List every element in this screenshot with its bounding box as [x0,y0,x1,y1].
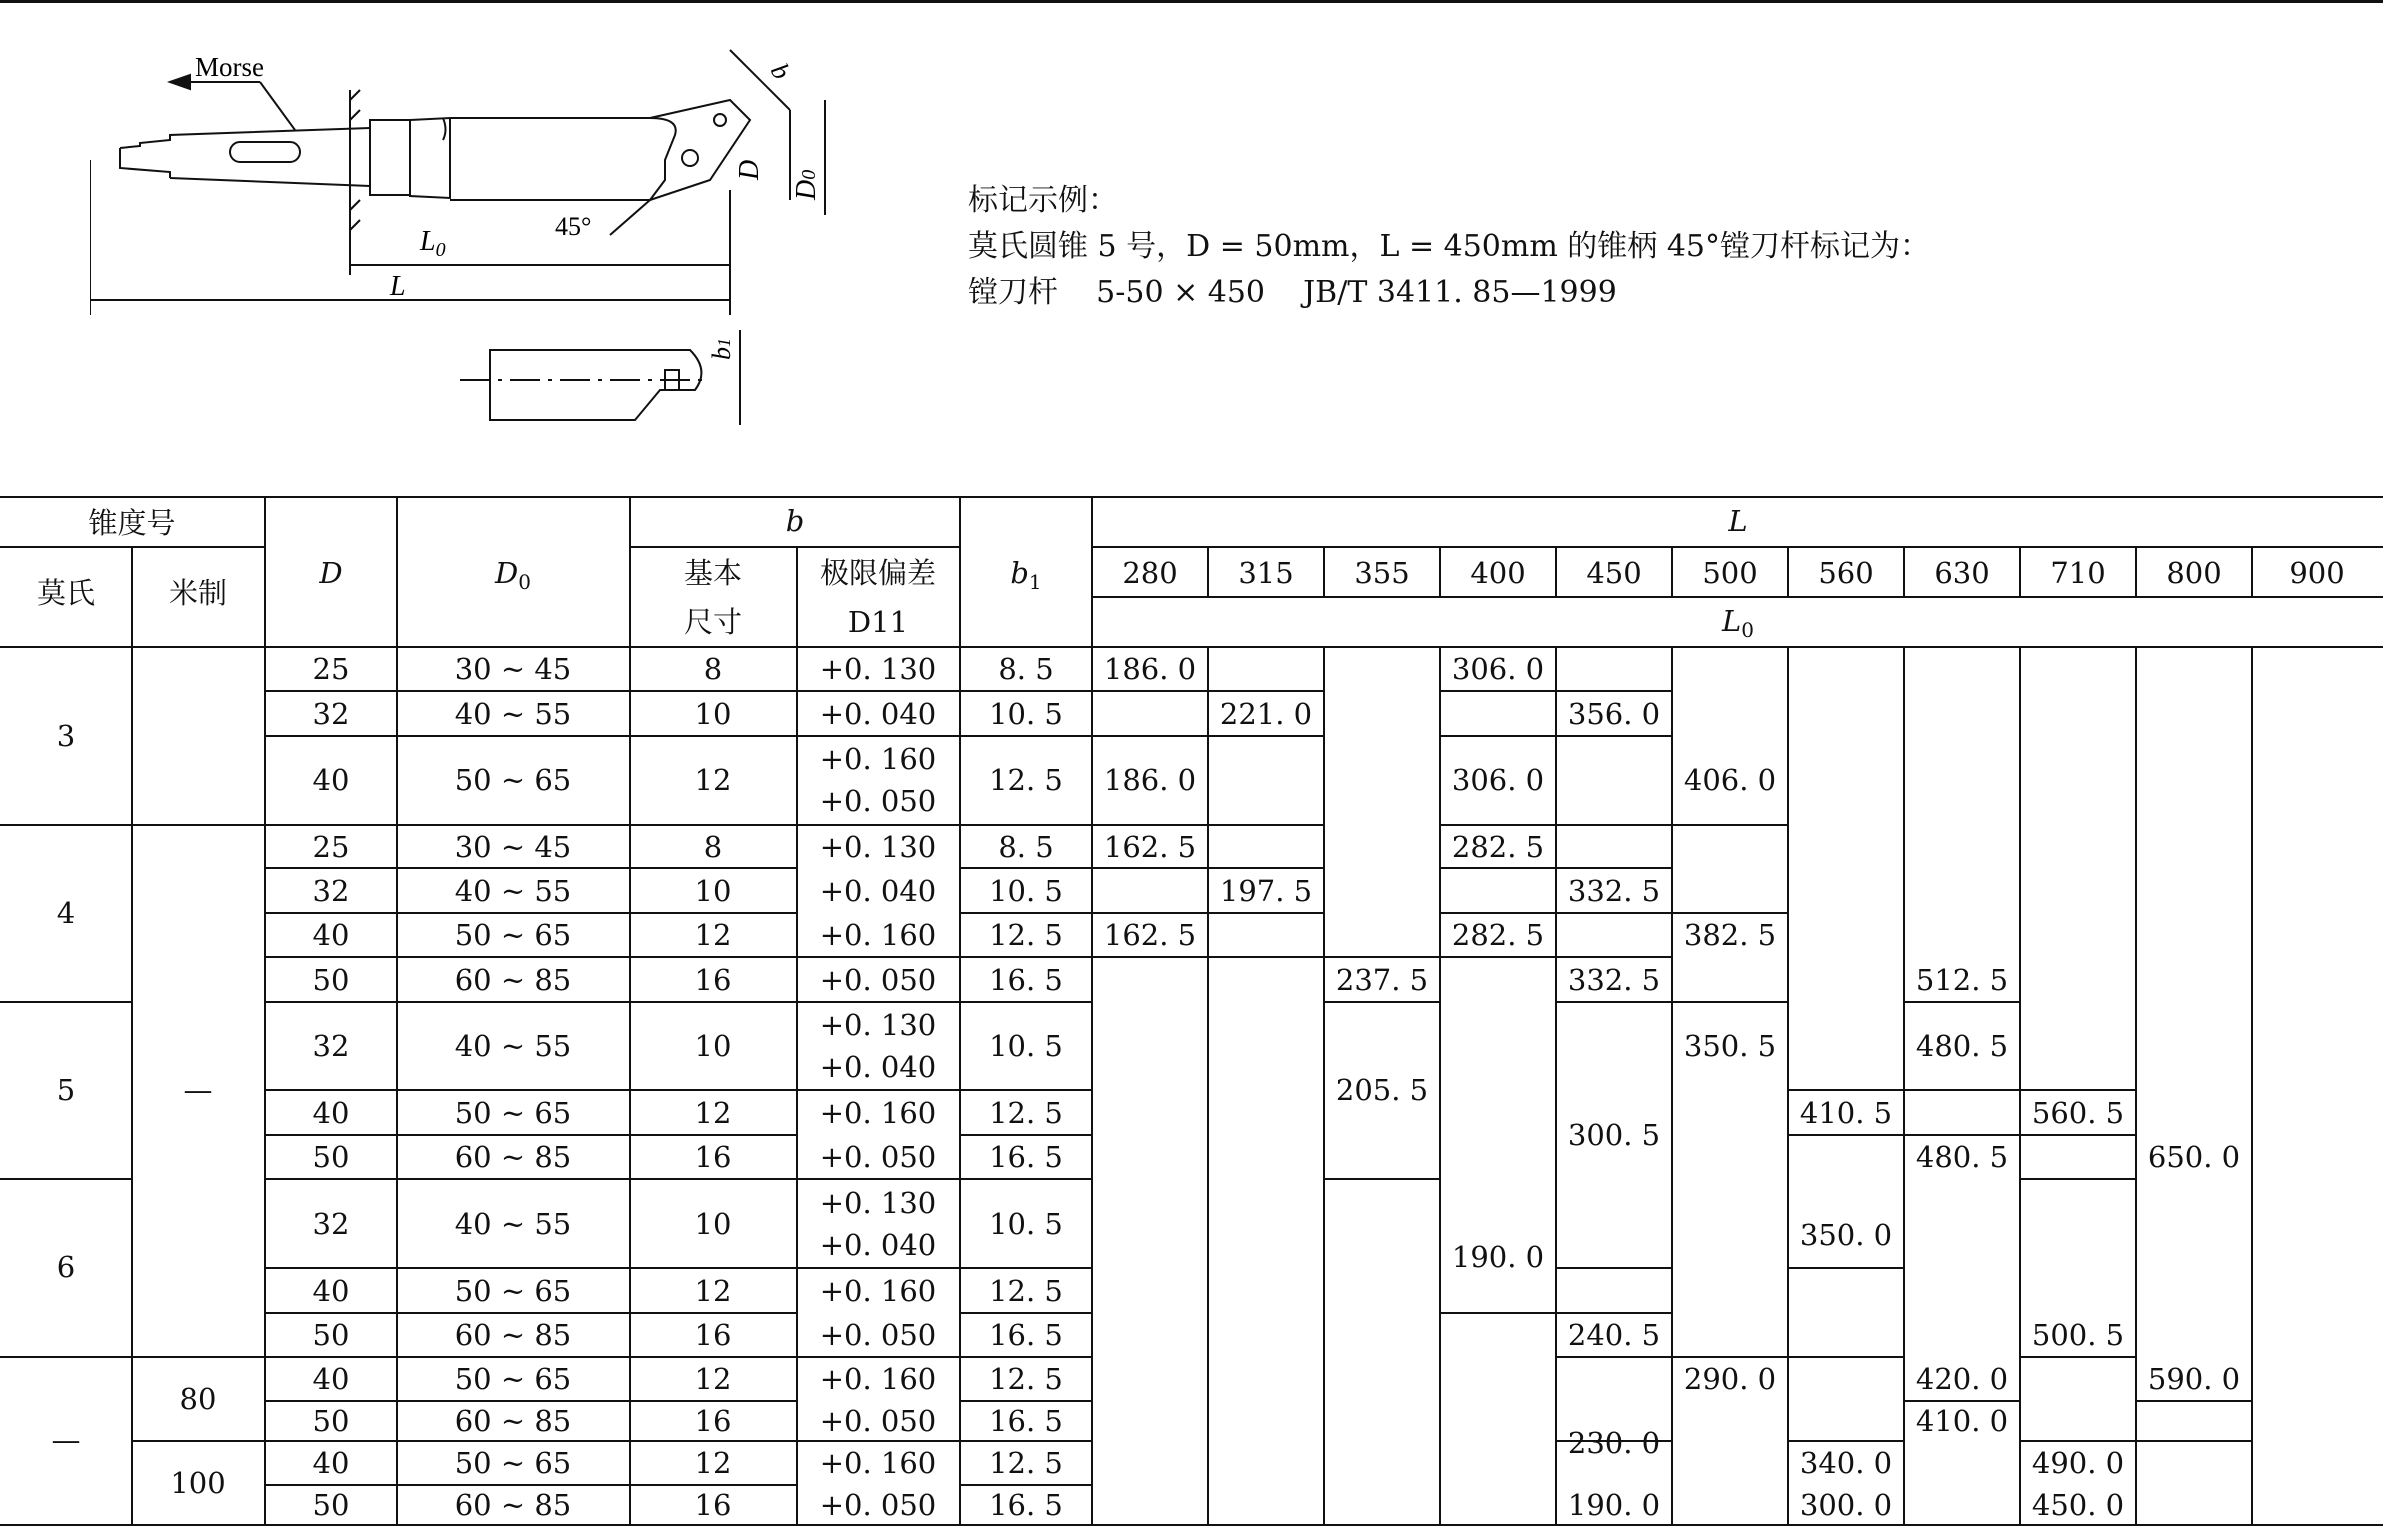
svg-text:+0. 160: +0. 160 [819,1096,937,1130]
svg-text:+0. 130: +0. 130 [819,1008,937,1042]
angle-label: 45° [555,212,592,241]
svg-text:+0. 160: +0. 160 [819,1446,937,1480]
svg-text:+0. 130: +0. 130 [819,830,937,864]
table-row [313,1207,1063,1241]
L-col: 710 [2050,556,2106,590]
svg-text:186. 0: 186. 0 [1103,763,1197,797]
metric-100: 100 [170,1466,226,1500]
svg-text:+0. 050: +0. 050 [819,1140,937,1174]
row-lines [265,691,1092,1485]
header-b-basic-1: 基本 [683,556,743,590]
svg-text:186. 0: 186. 0 [1103,652,1197,686]
L-col: 900 [2289,556,2345,590]
table-header [37,504,2345,642]
table-row [313,1404,1063,1438]
marking-example [968,178,1930,316]
table-rows [313,652,1063,1522]
svg-text:237. 5: 237. 5 [1335,963,1429,997]
svg-text:40: 40 [312,1446,350,1480]
svg-text:480. 5: 480. 5 [1915,1029,2009,1063]
svg-text:332. 5: 332. 5 [1567,874,1661,908]
morse-label: Morse [195,52,264,82]
group-labels [52,719,226,1500]
svg-text:50 ~ 65: 50 ~ 65 [454,1362,572,1396]
svg-text:25: 25 [312,830,350,864]
header-b: b [785,504,805,538]
header-D: D [319,556,343,590]
svg-text:+0. 160: +0. 160 [819,742,937,776]
svg-text:350. 5: 350. 5 [1683,1029,1777,1063]
svg-text:10. 5: 10. 5 [989,1029,1063,1063]
svg-text:50: 50 [312,1318,350,1352]
svg-text:60 ~ 85: 60 ~ 85 [454,1318,572,1352]
dim-L-label: L [390,271,406,302]
svg-text:+0. 160: +0. 160 [819,918,937,952]
header-b-tol-1: 极限偏差 [819,556,937,590]
tolerance-column [820,652,937,1522]
svg-text:+0. 040: +0. 040 [819,697,937,731]
L-col: 315 [1238,556,1294,590]
svg-text:10. 5: 10. 5 [989,874,1063,908]
svg-text:50 ~ 65: 50 ~ 65 [454,1096,572,1130]
svg-text:10. 5: 10. 5 [989,1207,1063,1241]
svg-text:32: 32 [312,1029,350,1063]
svg-text:60 ~ 85: 60 ~ 85 [454,1488,572,1522]
header-taper: 锥度号 [88,506,176,540]
svg-text:10: 10 [694,697,732,731]
svg-text:+0. 050: +0. 050 [819,784,937,818]
dim-D0-label: D0 [791,169,822,200]
table-row [313,1029,1063,1063]
svg-text:12: 12 [694,1096,732,1130]
svg-text:16. 5: 16. 5 [989,1488,1063,1522]
top-rule [0,0,2383,3]
morse-5: 5 [56,1073,76,1107]
svg-text:12: 12 [694,1446,732,1480]
svg-text:16. 5: 16. 5 [989,963,1063,997]
dim-b1-label: b1 [707,338,736,360]
svg-text:50 ~ 65: 50 ~ 65 [454,1446,572,1480]
svg-text:490. 0: 490. 0 [2031,1446,2125,1480]
svg-text:50: 50 [312,1488,350,1522]
svg-text:12. 5: 12. 5 [989,763,1063,797]
keyway-slot [230,142,300,162]
svg-text:332. 5: 332. 5 [1567,963,1661,997]
svg-text:+0. 050: +0. 050 [819,1318,937,1352]
L-col: 355 [1354,556,1410,590]
table-row [313,1096,1063,1130]
svg-text:406. 0: 406. 0 [1683,763,1777,797]
L-col: 800 [2166,556,2222,590]
svg-text:356. 0: 356. 0 [1567,697,1661,731]
svg-text:205. 5: 205. 5 [1335,1073,1429,1107]
svg-text:10: 10 [694,1029,732,1063]
table-row [313,963,1063,997]
svg-text:60 ~ 85: 60 ~ 85 [454,1140,572,1174]
svg-text:590. 0: 590. 0 [2147,1362,2241,1396]
L-col: 450 [1586,556,1642,590]
svg-text:50 ~ 65: 50 ~ 65 [454,918,572,952]
svg-text:40: 40 [312,763,350,797]
marking-line1: 莫氏圆锥 5 号，D = 50mm，L = 450mm 的锥柄 45°镗刀杆标记为： [968,229,1931,264]
L-col: 400 [1470,556,1526,590]
svg-text:12. 5: 12. 5 [989,1362,1063,1396]
svg-text:40 ~ 55: 40 ~ 55 [454,697,572,731]
svg-text:190. 0: 190. 0 [1451,1240,1545,1274]
svg-text:60 ~ 85: 60 ~ 85 [454,963,572,997]
svg-text:12: 12 [694,918,732,952]
svg-text:16: 16 [694,1140,732,1174]
svg-text:+0. 050: +0. 050 [819,1488,937,1522]
svg-text:30 ~ 45: 30 ~ 45 [454,652,572,686]
svg-text:40 ~ 55: 40 ~ 55 [454,1029,572,1063]
morse-dash: — [51,1423,81,1457]
svg-text:50: 50 [312,1140,350,1174]
L-col: 500 [1702,556,1758,590]
marking-line2: 镗刀杆 5-50 × 450 JB/T 3411. 85—1999 [968,275,1617,310]
L-col: 630 [1934,556,1990,590]
insert-screw [682,150,698,166]
svg-text:16: 16 [694,1404,732,1438]
table-row [313,1446,1063,1480]
header-metric: 米制 [168,576,228,610]
svg-text:480. 5: 480. 5 [1915,1140,2009,1174]
svg-text:40 ~ 55: 40 ~ 55 [454,1207,572,1241]
svg-text:40: 40 [312,1096,350,1130]
svg-text:12. 5: 12. 5 [989,1446,1063,1480]
svg-text:40: 40 [312,1274,350,1308]
svg-text:12. 5: 12. 5 [989,918,1063,952]
table-row [313,830,1054,864]
table-row [313,874,1063,908]
svg-text:10. 5: 10. 5 [989,697,1063,731]
svg-text:12. 5: 12. 5 [989,1274,1063,1308]
svg-text:+0. 040: +0. 040 [819,1050,937,1084]
svg-text:500. 5: 500. 5 [2031,1318,2125,1352]
spec-table [0,495,2383,1529]
svg-text:12. 5: 12. 5 [989,1096,1063,1130]
svg-text:306. 0: 306. 0 [1451,763,1545,797]
svg-text:16: 16 [694,1488,732,1522]
svg-text:+0. 050: +0. 050 [819,1404,937,1438]
svg-text:50: 50 [312,963,350,997]
svg-text:32: 32 [312,1207,350,1241]
svg-text:560. 5: 560. 5 [2031,1096,2125,1130]
svg-text:+0. 160: +0. 160 [819,1362,937,1396]
svg-text:8. 5: 8. 5 [998,652,1054,686]
svg-text:12: 12 [694,1362,732,1396]
svg-text:10: 10 [694,1207,732,1241]
taper-shank [120,128,370,186]
svg-text:12: 12 [694,763,732,797]
header-b1: $b_1$ [1010,556,1042,594]
svg-text:+0. 130: +0. 130 [819,1186,937,1220]
metric-dash: — [183,1073,213,1107]
svg-text:40 ~ 55: 40 ~ 55 [454,874,572,908]
svg-text:40: 40 [312,918,350,952]
header-L0: $L_0$ [1722,604,1754,642]
detail-view [490,350,701,420]
svg-text:162. 5: 162. 5 [1103,918,1197,952]
table-row [313,697,1063,731]
svg-text:50 ~ 65: 50 ~ 65 [454,763,572,797]
svg-text:+0. 130: +0. 130 [819,652,937,686]
table-row [313,1488,1063,1522]
svg-text:+0. 040: +0. 040 [819,1228,937,1262]
svg-text:420. 0: 420. 0 [1915,1362,2009,1396]
svg-text:306. 0: 306. 0 [1451,652,1545,686]
dim-b-label: b [764,58,797,85]
marking-title: 标记示例： [968,183,1118,218]
svg-text:300. 0: 300. 0 [1799,1488,1893,1522]
table-row [313,763,1063,797]
svg-text:50 ~ 65: 50 ~ 65 [454,1274,572,1308]
table-row [313,1318,1063,1352]
svg-text:290. 0: 290. 0 [1683,1362,1777,1396]
svg-text:16: 16 [694,963,732,997]
svg-text:190. 0: 190. 0 [1567,1488,1661,1522]
morse-6: 6 [56,1250,76,1284]
svg-text:512. 5: 512. 5 [1915,963,2009,997]
svg-text:50: 50 [312,1404,350,1438]
svg-text:60 ~ 85: 60 ~ 85 [454,1404,572,1438]
svg-text:230. 0: 230. 0 [1567,1426,1661,1460]
table-row [313,1362,1063,1396]
svg-text:16. 5: 16. 5 [989,1404,1063,1438]
L-col: 280 [1122,556,1178,590]
morse-3: 3 [56,719,76,753]
svg-text:350. 0: 350. 0 [1799,1218,1893,1252]
header-morse: 莫氏 [36,576,96,610]
svg-text:12: 12 [694,1274,732,1308]
svg-text:410. 5: 410. 5 [1799,1096,1893,1130]
header-D0: $D_0$ [495,556,531,594]
svg-text:32: 32 [312,697,350,731]
table-row [313,652,1054,686]
svg-text:8: 8 [703,652,723,686]
svg-text:162. 5: 162. 5 [1103,830,1197,864]
svg-text:32: 32 [312,874,350,908]
svg-text:382. 5: 382. 5 [1683,918,1777,952]
svg-text:16. 5: 16. 5 [989,1318,1063,1352]
svg-text:30 ~ 45: 30 ~ 45 [454,830,572,864]
table-row [313,918,1063,952]
svg-text:8: 8 [703,830,723,864]
header-b-basic-2: 尺寸 [683,605,743,639]
svg-text:240. 5: 240. 5 [1567,1318,1661,1352]
svg-text:8. 5: 8. 5 [998,830,1054,864]
boring-bar-drawing [90,40,870,460]
svg-text:+0. 050: +0. 050 [819,963,937,997]
svg-text:25: 25 [312,652,350,686]
svg-text:10: 10 [694,874,732,908]
svg-text:16: 16 [694,1318,732,1352]
svg-text:450. 0: 450. 0 [2031,1488,2125,1522]
metric-80: 80 [179,1382,217,1416]
header-b-tol-2: D11 [847,605,909,639]
dim-D-label: D [734,159,765,180]
svg-text:650. 0: 650. 0 [2147,1140,2241,1174]
svg-text:282. 5: 282. 5 [1451,918,1545,952]
morse-4: 4 [56,896,76,930]
svg-text:300. 5: 300. 5 [1567,1118,1661,1152]
dim-L0-label: $L_0$ [420,226,446,261]
svg-text:+0. 160: +0. 160 [819,1274,937,1308]
svg-text:+0. 040: +0. 040 [819,874,937,908]
L-col: 560 [1818,556,1874,590]
svg-text:40: 40 [312,1362,350,1396]
svg-text:410. 0: 410. 0 [1915,1404,2009,1438]
table-row [313,1140,1063,1174]
table-row [313,1274,1063,1308]
header-L: L [1728,504,1748,538]
svg-text:197. 5: 197. 5 [1219,874,1313,908]
svg-text:340. 0: 340. 0 [1799,1446,1893,1480]
svg-text:221. 0: 221. 0 [1219,697,1313,731]
svg-text:16. 5: 16. 5 [989,1140,1063,1174]
svg-text:282. 5: 282. 5 [1451,830,1545,864]
